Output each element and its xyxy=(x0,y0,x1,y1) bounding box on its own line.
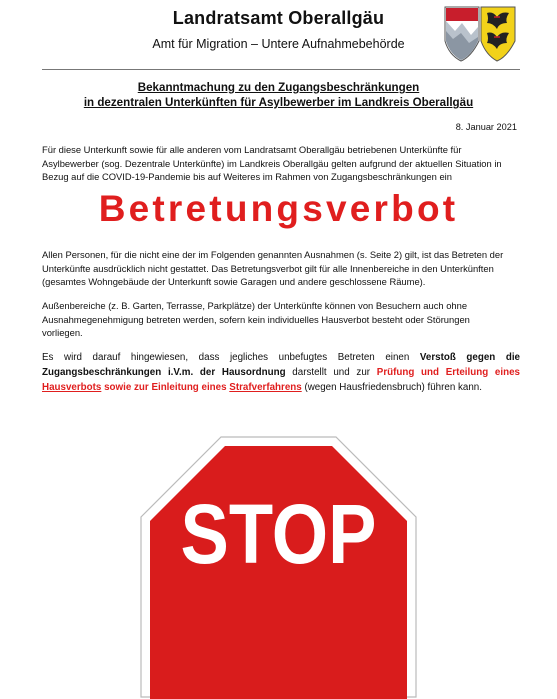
stop-sign-text: STOP xyxy=(180,487,377,581)
warning-house-ban: Hausverbots xyxy=(42,382,102,393)
heading-line-1: Bekanntmachung zu den Zugangsbeschränkungen xyxy=(137,81,420,94)
outdoor-line: vorliegen. xyxy=(42,327,83,338)
intro-line: Bezug auf die COVID-19-Pandemie bis auf Weiteres im Rahmen von Zugangsbeschränkungen ein xyxy=(42,171,452,182)
notice-date: 8. Januar 2021 xyxy=(455,122,517,132)
outdoor-line: Ausnahmegenehmigung betreten werden, sofern kein individuelles Hausverbot besteht oder Störungen xyxy=(42,313,470,325)
warning-text: Es wird darauf hingewiesen, dass jegliches unbefugtes Betreten einen xyxy=(42,352,420,363)
organization-subtitle: Amt für Migration – Untere Aufnahmebehörde xyxy=(152,37,405,51)
scope-line: (gesamtes Wohngebäude der Unterkunft sowie Garagen und andere geschlossene Räume). xyxy=(42,276,426,287)
warning-text: darstellt und zur xyxy=(285,367,377,378)
warning-text: (wegen Hausfriedensbruch) führen kann. xyxy=(301,382,482,393)
organization-title: Landratsamt Oberallgäu xyxy=(172,8,385,28)
coat-of-arms-icon xyxy=(441,1,519,65)
scope-line: Allen Personen, für die nicht eine der im Folgenden genannten Ausnahmen (s. Seite 2) gilt, ist das Betreten der xyxy=(42,249,504,260)
letterhead xyxy=(0,0,557,74)
header-divider xyxy=(42,69,520,70)
stop-sign-icon xyxy=(139,435,418,699)
ban-title: Betretungsverbot xyxy=(98,188,459,229)
scope-line: Unterkünfte ausdrücklich nicht gestattet. Das Betretungsverbot gilt für alle Innenbereiche in den Unterkünften xyxy=(42,262,494,274)
warning-violation: Verstoß gegen die Zugangsbeschränkungen i.V.m. der Hausordnung xyxy=(42,352,520,378)
paragraph-outdoor xyxy=(42,299,520,340)
warning-consequence: sowie zur Einleitung eines xyxy=(101,382,230,393)
intro-line: Für diese Unterkunft sowie für alle anderen vom Landratsamt Oberallgäu betriebenen Unterkünfte für xyxy=(42,144,462,155)
outdoor-line: Außenbereiche (z. B. Garten, Terrasse, Parkplätze) der Unterkünfte können von Besuchern auch ohne xyxy=(42,300,468,311)
warning-criminal-proceedings: Strafverfahrens xyxy=(229,382,302,393)
intro-line: Asylbewerber (sog. Dezentrale Unterkünfte) im Landkreis Oberallgäu gelten aufgrund der aktuellen Situation in xyxy=(42,157,502,169)
paragraph-scope xyxy=(42,248,520,289)
warning-consequence: Prüfung und Erteilung eines xyxy=(376,367,520,378)
paragraph-warning xyxy=(42,350,520,395)
heading-line-2: in dezentralen Unterkünften für Asylbewerber im Landkreis Oberallgäu xyxy=(83,96,474,109)
notice-heading xyxy=(0,80,557,110)
paragraph-intro xyxy=(42,143,520,184)
